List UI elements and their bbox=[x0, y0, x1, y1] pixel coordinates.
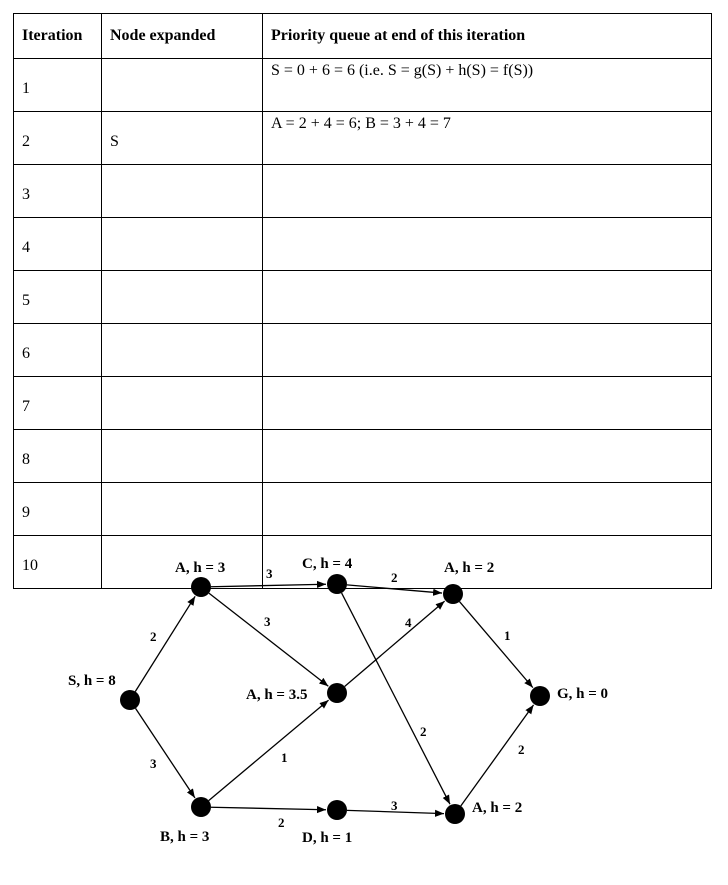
cell-iteration: 10 bbox=[14, 536, 102, 589]
node-label-a2: A, h = 3.5 bbox=[246, 687, 308, 703]
edge-a3-g bbox=[459, 602, 532, 688]
edge-weight-label: 2 bbox=[278, 815, 285, 830]
edge-weight-label: 2 bbox=[420, 724, 427, 739]
edge-b-a2 bbox=[209, 700, 329, 801]
edge-c-a4 bbox=[342, 593, 450, 804]
cell-node-expanded: S bbox=[102, 112, 263, 165]
node-label-d: D, h = 1 bbox=[302, 830, 353, 846]
column-header-priority-queue: Priority queue at end of this iteration bbox=[263, 14, 712, 59]
edge-weight-label: 3 bbox=[264, 614, 271, 629]
cell-iteration: 8 bbox=[14, 430, 102, 483]
node-label-b: B, h = 3 bbox=[160, 829, 210, 845]
column-header-node-expanded: Node expanded bbox=[102, 14, 263, 59]
node-label-c: C, h = 4 bbox=[302, 556, 353, 572]
node-c bbox=[327, 574, 347, 594]
node-b bbox=[191, 797, 211, 817]
node-label-a3: A, h = 2 bbox=[444, 560, 495, 576]
cell-iteration: 3 bbox=[14, 165, 102, 218]
node-a4 bbox=[445, 804, 465, 824]
edge-s-b bbox=[136, 708, 195, 798]
cell-priority-queue: S = 0 + 6 = 6 (i.e. S = g(S) + h(S) = f(S)) bbox=[263, 59, 712, 112]
node-s bbox=[120, 690, 140, 710]
edge-a1-a2 bbox=[209, 593, 328, 686]
edge-weight-label: 1 bbox=[504, 628, 511, 643]
cell-iteration: 9 bbox=[14, 483, 102, 536]
edge-s-a1 bbox=[135, 596, 195, 691]
edge-a1-c bbox=[211, 584, 326, 587]
node-a2 bbox=[327, 683, 347, 703]
node-label-a4: A, h = 2 bbox=[472, 800, 523, 816]
edge-weight-label: 3 bbox=[150, 756, 157, 771]
node-label-s: S, h = 8 bbox=[68, 673, 116, 689]
edge-b-d bbox=[211, 807, 326, 810]
graph-nodes bbox=[120, 574, 550, 824]
edge-weight-label: 3 bbox=[266, 566, 273, 581]
cell-iteration: 1 bbox=[14, 59, 102, 112]
cell-iteration: 7 bbox=[14, 377, 102, 430]
edge-weight-label: 2 bbox=[518, 742, 525, 757]
cell-iteration: 2 bbox=[14, 112, 102, 165]
edge-c-a3 bbox=[347, 585, 442, 593]
node-label-a1: A, h = 3 bbox=[175, 560, 226, 576]
column-header-iteration: Iteration bbox=[14, 14, 102, 59]
edge-weight-label: 2 bbox=[150, 629, 157, 644]
edge-weight-label: 4 bbox=[405, 615, 412, 630]
edge-weight-label: 2 bbox=[391, 570, 398, 585]
node-label-g: G, h = 0 bbox=[557, 686, 609, 702]
node-g bbox=[530, 686, 550, 706]
edge-weight-label: 3 bbox=[391, 798, 398, 813]
edge-a2-a3 bbox=[345, 601, 445, 686]
node-a1 bbox=[191, 577, 211, 597]
cell-iteration: 4 bbox=[14, 218, 102, 271]
node-a3 bbox=[443, 584, 463, 604]
edge-weight-label: 1 bbox=[281, 750, 288, 765]
node-d bbox=[327, 800, 347, 820]
cell-priority-queue: A = 2 + 4 = 6; B = 3 + 4 = 7 bbox=[263, 112, 712, 165]
cell-iteration: 5 bbox=[14, 271, 102, 324]
cell-iteration: 6 bbox=[14, 324, 102, 377]
